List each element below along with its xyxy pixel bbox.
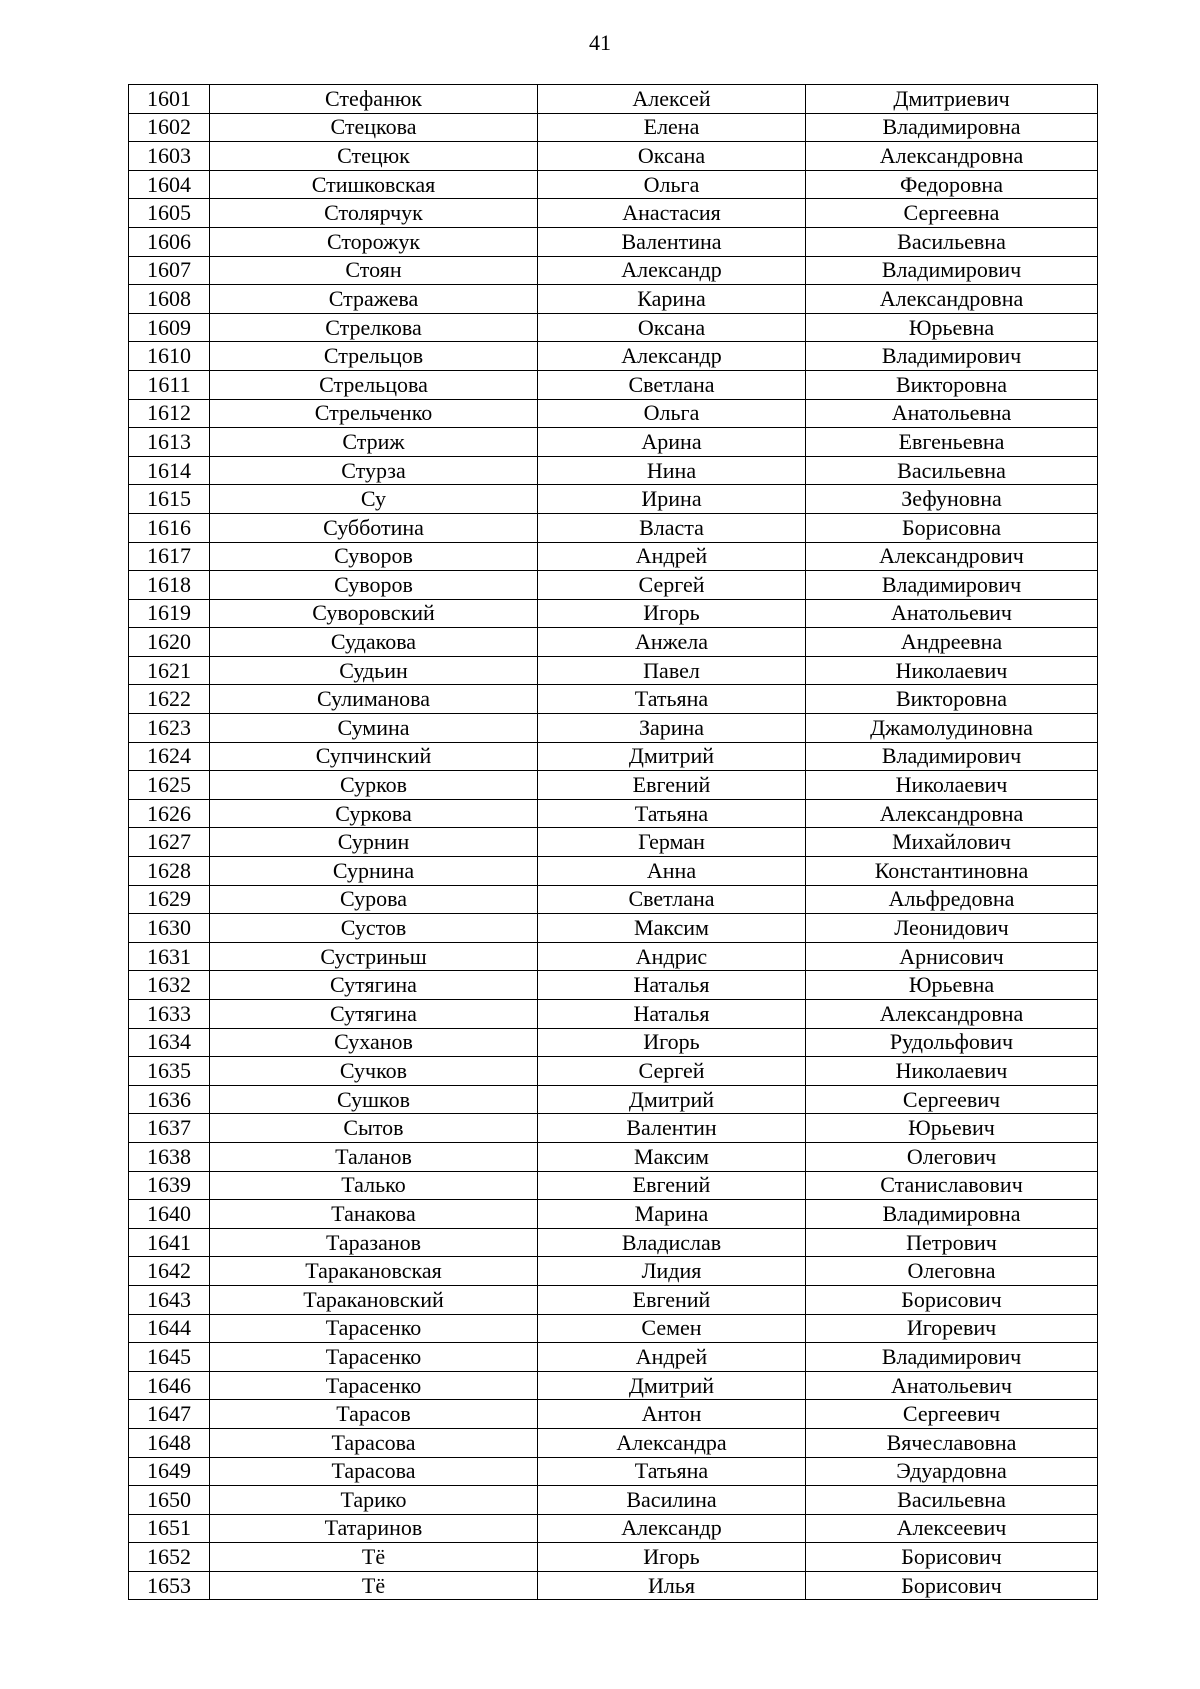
first-name-cell: Семен bbox=[538, 1314, 806, 1343]
row-number-cell: 1613 bbox=[129, 428, 210, 457]
row-number-cell: 1643 bbox=[129, 1285, 210, 1314]
row-number-cell: 1620 bbox=[129, 628, 210, 657]
first-name-cell: Зарина bbox=[538, 714, 806, 743]
table-row bbox=[129, 1171, 1098, 1200]
table-row bbox=[129, 571, 1098, 600]
last-name-cell: Тарасенко bbox=[210, 1371, 538, 1400]
table-row bbox=[129, 828, 1098, 857]
patronymic-cell: Леонидович bbox=[806, 914, 1098, 943]
table-row bbox=[129, 799, 1098, 828]
patronymic-cell: Борисовна bbox=[806, 513, 1098, 542]
patronymic-cell: Сергеевич bbox=[806, 1400, 1098, 1429]
table-row bbox=[129, 285, 1098, 314]
last-name-cell: Суханов bbox=[210, 1028, 538, 1057]
table-row bbox=[129, 1057, 1098, 1086]
first-name-cell: Карина bbox=[538, 285, 806, 314]
first-name-cell: Максим bbox=[538, 914, 806, 943]
row-number-cell: 1624 bbox=[129, 742, 210, 771]
first-name-cell: Наталья bbox=[538, 1000, 806, 1029]
table-row bbox=[129, 1428, 1098, 1457]
first-name-cell: Василина bbox=[538, 1486, 806, 1515]
table-row bbox=[129, 1228, 1098, 1257]
last-name-cell: Таракановский bbox=[210, 1285, 538, 1314]
table-row bbox=[129, 313, 1098, 342]
last-name-cell: Сторожук bbox=[210, 227, 538, 256]
last-name-cell: Сутягина bbox=[210, 1000, 538, 1029]
first-name-cell: Сергей bbox=[538, 1057, 806, 1086]
first-name-cell: Евгений bbox=[538, 771, 806, 800]
row-number-cell: 1606 bbox=[129, 227, 210, 256]
patronymic-cell: Станиславович bbox=[806, 1171, 1098, 1200]
first-name-cell: Наталья bbox=[538, 971, 806, 1000]
row-number-cell: 1648 bbox=[129, 1428, 210, 1457]
table-row bbox=[129, 857, 1098, 886]
patronymic-cell: Владимирович bbox=[806, 571, 1098, 600]
last-name-cell: Сучков bbox=[210, 1057, 538, 1086]
row-number-cell: 1635 bbox=[129, 1057, 210, 1086]
row-number-cell: 1636 bbox=[129, 1085, 210, 1114]
row-number-cell: 1645 bbox=[129, 1343, 210, 1372]
table-row bbox=[129, 227, 1098, 256]
row-number-cell: 1625 bbox=[129, 771, 210, 800]
last-name-cell: Су bbox=[210, 485, 538, 514]
row-number-cell: 1612 bbox=[129, 399, 210, 428]
row-number-cell: 1629 bbox=[129, 885, 210, 914]
table-row bbox=[129, 85, 1098, 114]
last-name-cell: Сурков bbox=[210, 771, 538, 800]
row-number-cell: 1615 bbox=[129, 485, 210, 514]
first-name-cell: Александр bbox=[538, 1514, 806, 1543]
last-name-cell: Сурова bbox=[210, 885, 538, 914]
table-row bbox=[129, 370, 1098, 399]
row-number-cell: 1603 bbox=[129, 142, 210, 171]
row-number-cell: 1649 bbox=[129, 1457, 210, 1486]
table-row bbox=[129, 542, 1098, 571]
table-row bbox=[129, 1543, 1098, 1572]
patronymic-cell: Владимирович bbox=[806, 1343, 1098, 1372]
patronymic-cell: Альфредовна bbox=[806, 885, 1098, 914]
first-name-cell: Дмитрий bbox=[538, 1371, 806, 1400]
row-number-cell: 1602 bbox=[129, 113, 210, 142]
table-row bbox=[129, 1200, 1098, 1229]
first-name-cell: Валентин bbox=[538, 1114, 806, 1143]
first-name-cell: Евгений bbox=[538, 1285, 806, 1314]
row-number-cell: 1628 bbox=[129, 857, 210, 886]
row-number-cell: 1653 bbox=[129, 1571, 210, 1600]
first-name-cell: Александр bbox=[538, 256, 806, 285]
row-number-cell: 1642 bbox=[129, 1257, 210, 1286]
table-row bbox=[129, 485, 1098, 514]
table-row bbox=[129, 456, 1098, 485]
row-number-cell: 1616 bbox=[129, 513, 210, 542]
names-table bbox=[128, 84, 1098, 1600]
table-row bbox=[129, 942, 1098, 971]
table-row bbox=[129, 428, 1098, 457]
first-name-cell: Антон bbox=[538, 1400, 806, 1429]
last-name-cell: Стрельцова bbox=[210, 370, 538, 399]
first-name-cell: Герман bbox=[538, 828, 806, 857]
table-row bbox=[129, 1000, 1098, 1029]
last-name-cell: Стрелкова bbox=[210, 313, 538, 342]
table-row bbox=[129, 685, 1098, 714]
patronymic-cell: Джамолудиновна bbox=[806, 714, 1098, 743]
patronymic-cell: Анатольевич bbox=[806, 1371, 1098, 1400]
patronymic-cell: Александровна bbox=[806, 142, 1098, 171]
row-number-cell: 1626 bbox=[129, 799, 210, 828]
row-number-cell: 1621 bbox=[129, 656, 210, 685]
row-number-cell: 1607 bbox=[129, 256, 210, 285]
first-name-cell: Андрей bbox=[538, 1343, 806, 1372]
patronymic-cell: Владимирович bbox=[806, 742, 1098, 771]
last-name-cell: Супчинский bbox=[210, 742, 538, 771]
first-name-cell: Марина bbox=[538, 1200, 806, 1229]
row-number-cell: 1608 bbox=[129, 285, 210, 314]
last-name-cell: Сурнина bbox=[210, 857, 538, 886]
patronymic-cell: Эдуардовна bbox=[806, 1457, 1098, 1486]
patronymic-cell: Васильевна bbox=[806, 227, 1098, 256]
patronymic-cell: Сергеевна bbox=[806, 199, 1098, 228]
last-name-cell: Стоян bbox=[210, 256, 538, 285]
first-name-cell: Андрей bbox=[538, 542, 806, 571]
row-number-cell: 1637 bbox=[129, 1114, 210, 1143]
last-name-cell: Суворов bbox=[210, 571, 538, 600]
patronymic-cell: Юрьевич bbox=[806, 1114, 1098, 1143]
row-number-cell: 1640 bbox=[129, 1200, 210, 1229]
first-name-cell: Арина bbox=[538, 428, 806, 457]
table-row bbox=[129, 1028, 1098, 1057]
first-name-cell: Игорь bbox=[538, 1543, 806, 1572]
first-name-cell: Евгений bbox=[538, 1171, 806, 1200]
last-name-cell: Стецкова bbox=[210, 113, 538, 142]
last-name-cell: Тё bbox=[210, 1571, 538, 1600]
patronymic-cell: Рудольфович bbox=[806, 1028, 1098, 1057]
patronymic-cell: Николаевич bbox=[806, 771, 1098, 800]
first-name-cell: Власта bbox=[538, 513, 806, 542]
table-row bbox=[129, 1114, 1098, 1143]
first-name-cell: Сергей bbox=[538, 571, 806, 600]
row-number-cell: 1609 bbox=[129, 313, 210, 342]
table-row bbox=[129, 113, 1098, 142]
patronymic-cell: Викторовна bbox=[806, 370, 1098, 399]
first-name-cell: Дмитрий bbox=[538, 742, 806, 771]
first-name-cell: Татьяна bbox=[538, 1457, 806, 1486]
last-name-cell: Сустов bbox=[210, 914, 538, 943]
patronymic-cell: Юрьевна bbox=[806, 313, 1098, 342]
patronymic-cell: Евгеньевна bbox=[806, 428, 1098, 457]
patronymic-cell: Николаевич bbox=[806, 1057, 1098, 1086]
row-number-cell: 1631 bbox=[129, 942, 210, 971]
last-name-cell: Сурнин bbox=[210, 828, 538, 857]
last-name-cell: Стишковская bbox=[210, 170, 538, 199]
last-name-cell: Стрельченко bbox=[210, 399, 538, 428]
patronymic-cell: Викторовна bbox=[806, 685, 1098, 714]
table-row bbox=[129, 1343, 1098, 1372]
last-name-cell: Тё bbox=[210, 1543, 538, 1572]
table-row bbox=[129, 1400, 1098, 1429]
first-name-cell: Анна bbox=[538, 857, 806, 886]
first-name-cell: Ирина bbox=[538, 485, 806, 514]
row-number-cell: 1641 bbox=[129, 1228, 210, 1257]
table-row bbox=[129, 656, 1098, 685]
patronymic-cell: Владимировна bbox=[806, 1200, 1098, 1229]
row-number-cell: 1604 bbox=[129, 170, 210, 199]
last-name-cell: Сушков bbox=[210, 1085, 538, 1114]
table-row bbox=[129, 1514, 1098, 1543]
first-name-cell: Валентина bbox=[538, 227, 806, 256]
table-row bbox=[129, 513, 1098, 542]
last-name-cell: Судакова bbox=[210, 628, 538, 657]
last-name-cell: Суворовский bbox=[210, 599, 538, 628]
patronymic-cell: Владимирович bbox=[806, 256, 1098, 285]
first-name-cell: Дмитрий bbox=[538, 1085, 806, 1114]
last-name-cell: Столярчук bbox=[210, 199, 538, 228]
patronymic-cell: Васильевна bbox=[806, 456, 1098, 485]
patronymic-cell: Константиновна bbox=[806, 857, 1098, 886]
table-row bbox=[129, 885, 1098, 914]
last-name-cell: Судьин bbox=[210, 656, 538, 685]
row-number-cell: 1646 bbox=[129, 1371, 210, 1400]
patronymic-cell: Борисович bbox=[806, 1571, 1098, 1600]
patronymic-cell: Олеговна bbox=[806, 1257, 1098, 1286]
row-number-cell: 1650 bbox=[129, 1486, 210, 1515]
last-name-cell: Сытов bbox=[210, 1114, 538, 1143]
last-name-cell: Суворов bbox=[210, 542, 538, 571]
row-number-cell: 1618 bbox=[129, 571, 210, 600]
row-number-cell: 1627 bbox=[129, 828, 210, 857]
last-name-cell: Сумина bbox=[210, 714, 538, 743]
last-name-cell: Стриж bbox=[210, 428, 538, 457]
patronymic-cell: Александровна bbox=[806, 799, 1098, 828]
row-number-cell: 1601 bbox=[129, 85, 210, 114]
first-name-cell: Игорь bbox=[538, 599, 806, 628]
row-number-cell: 1633 bbox=[129, 1000, 210, 1029]
first-name-cell: Оксана bbox=[538, 313, 806, 342]
table-row bbox=[129, 1571, 1098, 1600]
last-name-cell: Танакова bbox=[210, 1200, 538, 1229]
patronymic-cell: Сергеевич bbox=[806, 1085, 1098, 1114]
patronymic-cell: Игоревич bbox=[806, 1314, 1098, 1343]
table-row bbox=[129, 714, 1098, 743]
patronymic-cell: Михайлович bbox=[806, 828, 1098, 857]
patronymic-cell: Арнисович bbox=[806, 942, 1098, 971]
table-row bbox=[129, 1085, 1098, 1114]
last-name-cell: Стрельцов bbox=[210, 342, 538, 371]
last-name-cell: Тарасов bbox=[210, 1400, 538, 1429]
first-name-cell: Ольга bbox=[538, 399, 806, 428]
patronymic-cell: Борисович bbox=[806, 1543, 1098, 1572]
row-number-cell: 1634 bbox=[129, 1028, 210, 1057]
first-name-cell: Анастасия bbox=[538, 199, 806, 228]
first-name-cell: Оксана bbox=[538, 142, 806, 171]
table-row bbox=[129, 1257, 1098, 1286]
table-row bbox=[129, 599, 1098, 628]
last-name-cell: Талько bbox=[210, 1171, 538, 1200]
row-number-cell: 1638 bbox=[129, 1142, 210, 1171]
last-name-cell: Татаринов bbox=[210, 1514, 538, 1543]
row-number-cell: 1619 bbox=[129, 599, 210, 628]
last-name-cell: Сутягина bbox=[210, 971, 538, 1000]
table-row bbox=[129, 971, 1098, 1000]
table-row bbox=[129, 914, 1098, 943]
first-name-cell: Андрис bbox=[538, 942, 806, 971]
patronymic-cell: Александрович bbox=[806, 542, 1098, 571]
table-row bbox=[129, 1457, 1098, 1486]
last-name-cell: Суркова bbox=[210, 799, 538, 828]
row-number-cell: 1652 bbox=[129, 1543, 210, 1572]
patronymic-cell: Андреевна bbox=[806, 628, 1098, 657]
last-name-cell: Стефанюк bbox=[210, 85, 538, 114]
table-row bbox=[129, 771, 1098, 800]
table-row bbox=[129, 256, 1098, 285]
page-number: 41 bbox=[589, 30, 611, 55]
patronymic-cell: Зефуновна bbox=[806, 485, 1098, 514]
patronymic-cell: Петрович bbox=[806, 1228, 1098, 1257]
patronymic-cell: Васильевна bbox=[806, 1486, 1098, 1515]
first-name-cell: Илья bbox=[538, 1571, 806, 1600]
table-body bbox=[129, 85, 1098, 1600]
table-row bbox=[129, 199, 1098, 228]
first-name-cell: Нина bbox=[538, 456, 806, 485]
table-row bbox=[129, 342, 1098, 371]
first-name-cell: Максим bbox=[538, 1142, 806, 1171]
patronymic-cell: Борисович bbox=[806, 1285, 1098, 1314]
first-name-cell: Татьяна bbox=[538, 685, 806, 714]
last-name-cell: Стражева bbox=[210, 285, 538, 314]
table-row bbox=[129, 628, 1098, 657]
last-name-cell: Таразанов bbox=[210, 1228, 538, 1257]
last-name-cell: Тарасова bbox=[210, 1457, 538, 1486]
row-number-cell: 1614 bbox=[129, 456, 210, 485]
row-number-cell: 1632 bbox=[129, 971, 210, 1000]
first-name-cell: Павел bbox=[538, 656, 806, 685]
first-name-cell: Ольга bbox=[538, 170, 806, 199]
row-number-cell: 1644 bbox=[129, 1314, 210, 1343]
row-number-cell: 1630 bbox=[129, 914, 210, 943]
last-name-cell: Таланов bbox=[210, 1142, 538, 1171]
last-name-cell: Сустриньш bbox=[210, 942, 538, 971]
last-name-cell: Стецюк bbox=[210, 142, 538, 171]
row-number-cell: 1605 bbox=[129, 199, 210, 228]
last-name-cell: Субботина bbox=[210, 513, 538, 542]
patronymic-cell: Олегович bbox=[806, 1142, 1098, 1171]
last-name-cell: Тарико bbox=[210, 1486, 538, 1515]
first-name-cell: Александр bbox=[538, 342, 806, 371]
first-name-cell: Татьяна bbox=[538, 799, 806, 828]
last-name-cell: Тарасенко bbox=[210, 1314, 538, 1343]
row-number-cell: 1623 bbox=[129, 714, 210, 743]
first-name-cell: Владислав bbox=[538, 1228, 806, 1257]
table-row bbox=[129, 399, 1098, 428]
first-name-cell: Светлана bbox=[538, 885, 806, 914]
first-name-cell: Александра bbox=[538, 1428, 806, 1457]
patronymic-cell: Александровна bbox=[806, 285, 1098, 314]
first-name-cell: Алексей bbox=[538, 85, 806, 114]
row-number-cell: 1622 bbox=[129, 685, 210, 714]
row-number-cell: 1651 bbox=[129, 1514, 210, 1543]
first-name-cell: Елена bbox=[538, 113, 806, 142]
table-row bbox=[129, 1142, 1098, 1171]
patronymic-cell: Владимировна bbox=[806, 113, 1098, 142]
row-number-cell: 1611 bbox=[129, 370, 210, 399]
patronymic-cell: Анатольевна bbox=[806, 399, 1098, 428]
row-number-cell: 1639 bbox=[129, 1171, 210, 1200]
last-name-cell: Тарасенко bbox=[210, 1343, 538, 1372]
table-row bbox=[129, 1486, 1098, 1515]
table-row bbox=[129, 1285, 1098, 1314]
patronymic-cell: Анатольевич bbox=[806, 599, 1098, 628]
patronymic-cell: Владимирович bbox=[806, 342, 1098, 371]
first-name-cell: Игорь bbox=[538, 1028, 806, 1057]
patronymic-cell: Юрьевна bbox=[806, 971, 1098, 1000]
last-name-cell: Стурза bbox=[210, 456, 538, 485]
last-name-cell: Сулиманова bbox=[210, 685, 538, 714]
table-row bbox=[129, 742, 1098, 771]
patronymic-cell: Александровна bbox=[806, 1000, 1098, 1029]
first-name-cell: Светлана bbox=[538, 370, 806, 399]
table-row bbox=[129, 1371, 1098, 1400]
last-name-cell: Тарасова bbox=[210, 1428, 538, 1457]
table-row bbox=[129, 1314, 1098, 1343]
patronymic-cell: Вячеславовна bbox=[806, 1428, 1098, 1457]
row-number-cell: 1617 bbox=[129, 542, 210, 571]
first-name-cell: Анжела bbox=[538, 628, 806, 657]
table-row bbox=[129, 142, 1098, 171]
row-number-cell: 1647 bbox=[129, 1400, 210, 1429]
first-name-cell: Лидия bbox=[538, 1257, 806, 1286]
last-name-cell: Таракановская bbox=[210, 1257, 538, 1286]
patronymic-cell: Дмитриевич bbox=[806, 85, 1098, 114]
patronymic-cell: Алексеевич bbox=[806, 1514, 1098, 1543]
patronymic-cell: Николаевич bbox=[806, 656, 1098, 685]
table-row bbox=[129, 170, 1098, 199]
patronymic-cell: Федоровна bbox=[806, 170, 1098, 199]
row-number-cell: 1610 bbox=[129, 342, 210, 371]
